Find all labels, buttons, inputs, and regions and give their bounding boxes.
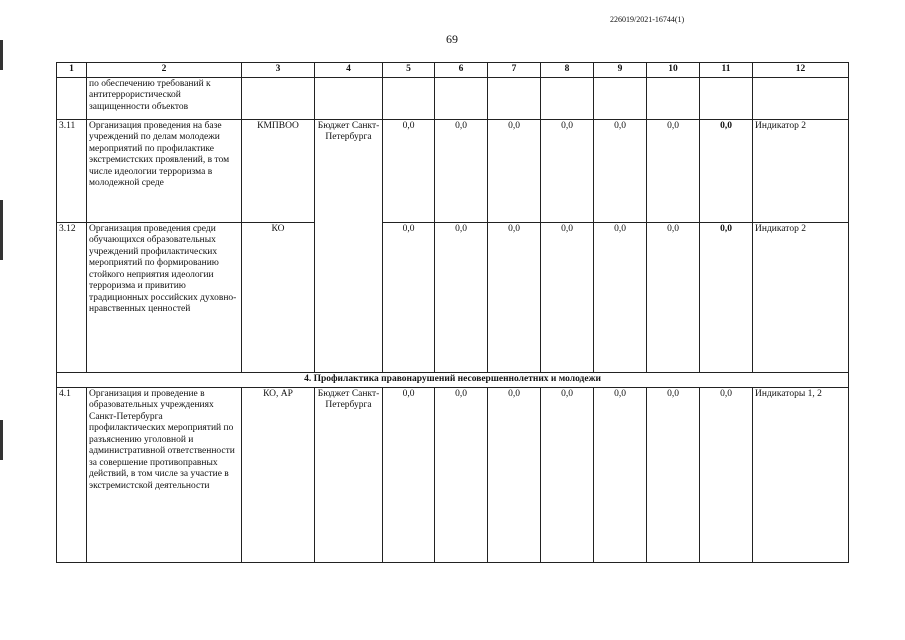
scan-edge-mark <box>0 420 3 460</box>
cell-empty <box>315 77 383 119</box>
row-value: 0,0 <box>541 222 594 372</box>
cell-empty <box>435 77 488 119</box>
row-indicator: Индикаторы 1, 2 <box>753 387 849 562</box>
row-activity: Организация проведения на базе учреждений по делам молодежи мероприятий по профилактике экстремистских проявлений, в том числе идеологии терроризма в молодежной среде <box>87 119 242 222</box>
table-row <box>57 119 849 222</box>
row-value: 0,0 <box>488 119 541 222</box>
row-activity: Организация проведения среди обучающихся образовательных учреждений профилактических мероприятий по формированию стойкого неприятия идеологии терроризма и привитию традиционных российских духовно-нравственных ценностей <box>87 222 242 372</box>
column-header: 9 <box>594 63 647 78</box>
cell-empty <box>647 77 700 119</box>
row-value: 0,0 <box>383 119 435 222</box>
column-header: 4 <box>315 63 383 78</box>
column-header: 12 <box>753 63 849 78</box>
row-executor: КО <box>242 222 315 372</box>
row-value: 0,0 <box>647 222 700 372</box>
row-value: 0,0 <box>488 222 541 372</box>
row-value: 0,0 <box>383 222 435 372</box>
row-value: 0,0 <box>435 387 488 562</box>
column-header: 7 <box>488 63 541 78</box>
section-title: 4. Профилактика правонарушений несовершеннолетних и молодежи <box>57 372 849 387</box>
row-total: 0,0 <box>700 222 753 372</box>
cell-empty <box>594 77 647 119</box>
row-funding-source: Бюджет Санкт-Петербурга <box>315 387 383 562</box>
cell-empty <box>753 77 849 119</box>
row-activity: Организация и проведение в образовательных учреждениях Санкт-Петербурга профилактических мероприятий по разъяснению уголовной и административной ответственности за совершение противоправных действий, в том числе за участие в экстремистской деятельности <box>87 387 242 562</box>
row-executor: КО, АР <box>242 387 315 562</box>
document-number: 226019/2021-16744(1) <box>610 15 685 24</box>
cell-empty <box>57 77 87 119</box>
table-row-continuation <box>57 77 849 119</box>
column-header: 11 <box>700 63 753 78</box>
column-header-row <box>57 63 849 78</box>
row-total: 0,0 <box>700 387 753 562</box>
row-total: 0,0 <box>700 119 753 222</box>
row-value: 0,0 <box>541 119 594 222</box>
section-header-row <box>57 372 849 387</box>
row-indicator: Индикатор 2 <box>753 119 849 222</box>
table-row <box>57 387 849 562</box>
cell-empty <box>383 77 435 119</box>
scan-edge-mark <box>0 40 3 70</box>
row-number: 3.12 <box>57 222 87 372</box>
row-funding-source: Бюджет Санкт-Петербурга <box>315 119 383 372</box>
cell-empty <box>242 77 315 119</box>
row-value: 0,0 <box>594 387 647 562</box>
cell-empty <box>700 77 753 119</box>
row-executor: КМПВОО <box>242 119 315 222</box>
scan-edge-mark <box>0 200 3 260</box>
row-number: 4.1 <box>57 387 87 562</box>
cell-empty <box>488 77 541 119</box>
column-header: 5 <box>383 63 435 78</box>
column-header: 3 <box>242 63 315 78</box>
row-value: 0,0 <box>435 222 488 372</box>
column-header: 1 <box>57 63 87 78</box>
row-value: 0,0 <box>435 119 488 222</box>
row-value: 0,0 <box>541 387 594 562</box>
row-indicator: Индикатор 2 <box>753 222 849 372</box>
table-row <box>57 222 849 372</box>
row-value: 0,0 <box>594 222 647 372</box>
cell-empty <box>541 77 594 119</box>
column-header: 10 <box>647 63 700 78</box>
column-header: 6 <box>435 63 488 78</box>
row-number: 3.11 <box>57 119 87 222</box>
cell-continuation-text: по обеспечению требований к антитеррористической защищенности объектов <box>87 77 242 119</box>
row-value: 0,0 <box>488 387 541 562</box>
column-header: 8 <box>541 63 594 78</box>
column-header: 2 <box>87 63 242 78</box>
row-value: 0,0 <box>647 387 700 562</box>
row-value: 0,0 <box>383 387 435 562</box>
row-value: 0,0 <box>594 119 647 222</box>
row-value: 0,0 <box>647 119 700 222</box>
page-number: 69 <box>446 32 458 46</box>
program-table <box>56 62 849 563</box>
